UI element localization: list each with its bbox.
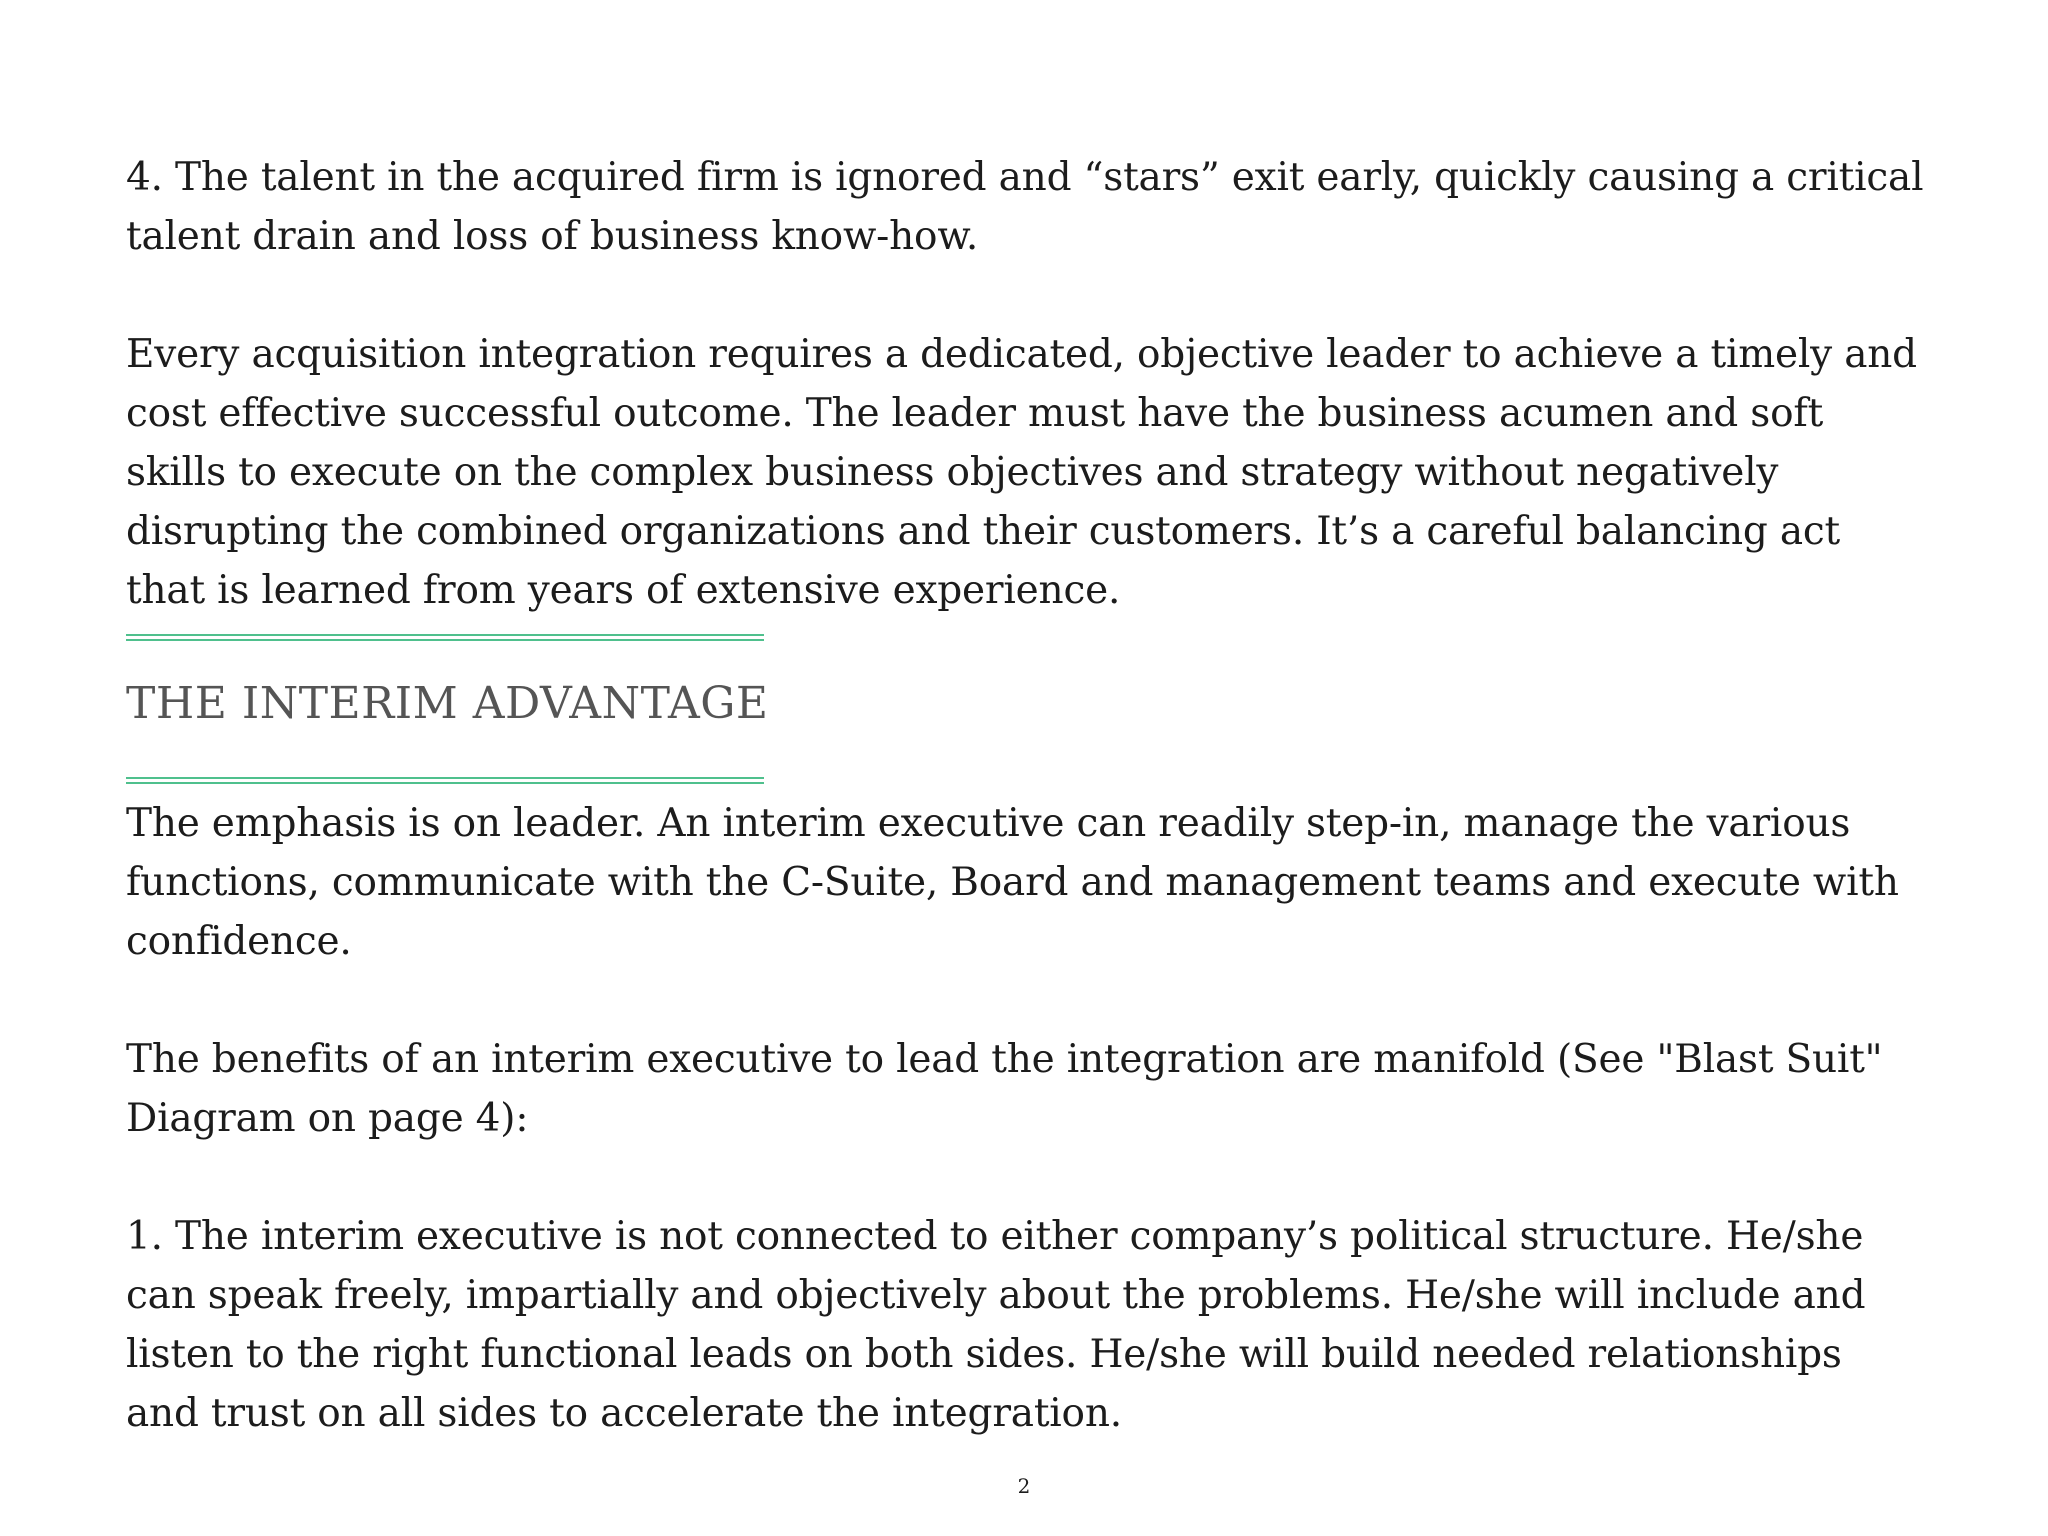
paragraph-emphasis-leader: The emphasis is on leader. An interim executive can readily step-in, manage the various functions, communicate with the C-Suite, Board and management teams and execute with confidence.: [126, 801, 1899, 964]
top-text-block: [126, 148, 1926, 620]
paragraph-dedicated-leader: Every acquisition integration requires a dedicated, objective leader to achieve a timely and cost effective successful outcome. The leader must have the business acumen and soft skills to execute on the complex business objectives and strategy without negatively disrupting the combined organizations and their customers. It’s a careful balancing act that is learned from years of extensive experience.: [126, 332, 1917, 613]
bottom-text-block: [126, 794, 1926, 1443]
section-rule-bottom: [126, 777, 764, 784]
paragraph-talent-drain: 4. The talent in the acquired firm is ignored and “stars” exit early, quickly causing a critical talent drain and loss of business know-how.: [126, 155, 1924, 259]
paragraph-benefit-1: 1. The interim executive is not connected to either company’s political structure. He/she can speak freely, impartially and objectively about the problems. He/she will include and listen to the right functional leads on both sides. He/she will build needed relationships and trust on all sides to accelerate the integration.: [126, 1214, 1866, 1436]
section-heading: THE INTERIM ADVANTAGE: [126, 678, 769, 729]
section-rule-top: [126, 634, 764, 641]
page-number: 2: [1017, 1474, 1031, 1498]
paragraph-benefits: The benefits of an interim executive to lead the integration are manifold (See "Blast Suit" Diagram on page 4):: [126, 1037, 1883, 1141]
